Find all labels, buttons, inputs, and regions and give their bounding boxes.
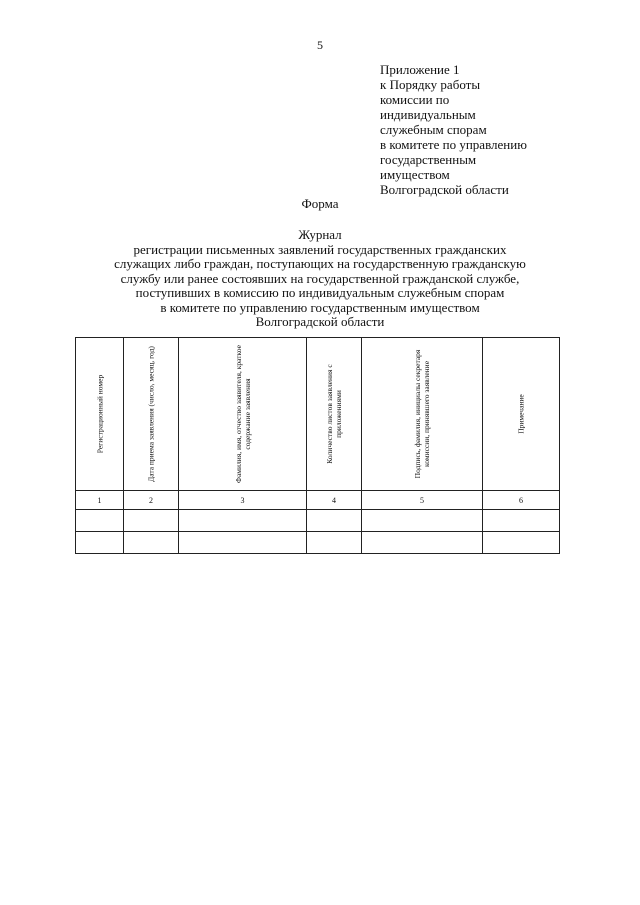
table-cell bbox=[76, 532, 124, 554]
column-header-applicant: Фамилия, имя, отчество заявителя, краткое содержание заявления bbox=[179, 338, 307, 491]
appendix-block bbox=[380, 62, 580, 197]
appendix-line: индивидуальным bbox=[380, 107, 476, 122]
appendix-line: в комитете по управлению bbox=[380, 137, 527, 152]
column-number: 6 bbox=[483, 491, 560, 510]
journal-line: поступивших в комиссию по индивидуальным служебным спорам bbox=[135, 285, 505, 300]
column-number: 4 bbox=[307, 491, 362, 510]
table-cell bbox=[307, 510, 362, 532]
column-header-sheet-count: Количество листов заявления с приложениями bbox=[307, 338, 362, 491]
table-row bbox=[76, 532, 560, 554]
journal-line: служащих либо граждан, поступающих на государственную гражданскую bbox=[114, 256, 526, 271]
column-number: 1 bbox=[76, 491, 124, 510]
table-cell bbox=[76, 510, 124, 532]
table-row bbox=[76, 510, 560, 532]
form-label: Форма bbox=[301, 196, 339, 211]
column-header-note: Примечание bbox=[483, 338, 560, 491]
table-header-row bbox=[76, 338, 560, 491]
journal-heading: Журнал bbox=[298, 227, 342, 242]
column-number: 5 bbox=[362, 491, 483, 510]
appendix-line: государственным bbox=[380, 152, 477, 167]
table-number-row bbox=[76, 491, 560, 510]
table-cell bbox=[307, 532, 362, 554]
appendix-line: Приложение 1 bbox=[380, 62, 460, 77]
journal-line: в комитете по управлению государственным имуществом bbox=[160, 299, 480, 315]
table-cell bbox=[124, 532, 179, 554]
table-cell bbox=[483, 510, 560, 532]
journal-line: службу или ранее состоявших на государственной гражданской службе, bbox=[120, 270, 520, 286]
column-header-reg-number: Регистрационный номер bbox=[76, 338, 124, 491]
page-number: 5 bbox=[317, 38, 323, 52]
journal-line: Волгоградской области bbox=[255, 314, 385, 329]
table-cell bbox=[362, 510, 483, 532]
column-number: 2 bbox=[124, 491, 179, 510]
column-header-secretary-signature: Подпись, фамилия, инициалы секретаря комиссии, принявшего заявление bbox=[362, 338, 483, 491]
appendix-line: к Порядку работы bbox=[380, 77, 481, 92]
table-cell bbox=[179, 510, 307, 532]
appendix-line: имуществом bbox=[380, 167, 450, 182]
appendix-line: Волгоградской области bbox=[380, 182, 509, 197]
column-number: 3 bbox=[179, 491, 307, 510]
table-cell bbox=[483, 532, 560, 554]
table-cell bbox=[179, 532, 307, 554]
appendix-line: комиссии по bbox=[380, 92, 450, 107]
register-table bbox=[75, 337, 560, 554]
appendix-line: служебным спорам bbox=[380, 122, 487, 137]
column-header-date: Дата приема заявления (число, месяц, год) bbox=[124, 338, 179, 491]
table-cell bbox=[124, 510, 179, 532]
journal-line: регистрации письменных заявлений государственных гражданских bbox=[133, 241, 507, 257]
journal-title bbox=[0, 228, 640, 330]
table-cell bbox=[362, 532, 483, 554]
